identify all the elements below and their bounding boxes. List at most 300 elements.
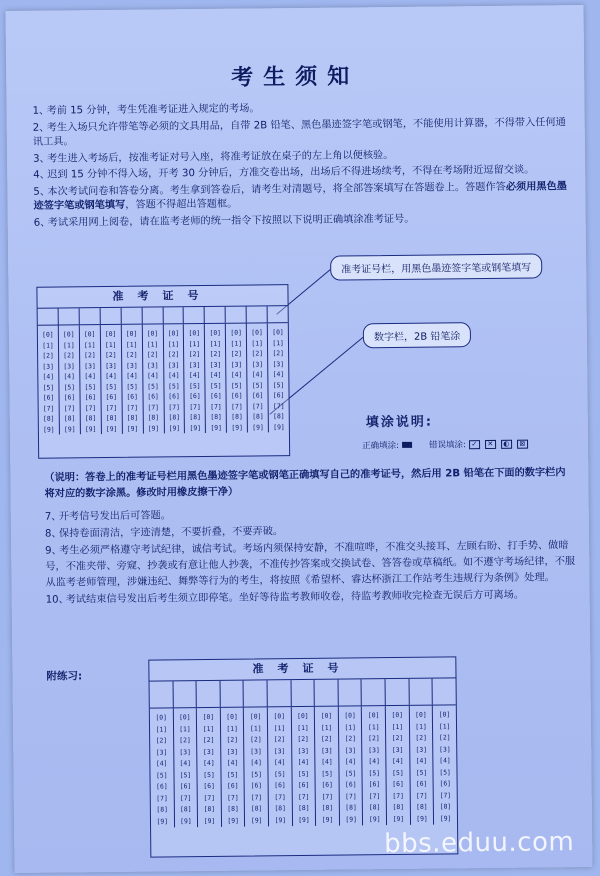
digit-bubble[interactable]: [1] <box>155 724 168 734</box>
digit-column <box>221 708 246 827</box>
digit-bubble[interactable]: [2] <box>146 350 159 359</box>
digit-bubble[interactable]: [6] <box>105 392 118 402</box>
digit-bubble[interactable]: [3] <box>179 747 191 756</box>
digit-bubble[interactable]: [3] <box>167 360 180 369</box>
digit-bubble[interactable]: [8] <box>179 805 192 814</box>
digit-bubble[interactable]: [6] <box>415 779 428 788</box>
digit-bubble[interactable]: [5] <box>156 770 168 780</box>
wrong-mark-check-icon: ✓ <box>469 440 480 449</box>
digit-bubble[interactable]: [0] <box>415 710 427 719</box>
digit-bubble[interactable]: [4] <box>321 757 333 766</box>
digit-bubble[interactable]: [8] <box>63 414 76 423</box>
digit-bubble[interactable]: [7] <box>415 791 428 800</box>
digit-bubble[interactable]: [0] <box>273 712 286 721</box>
digit-bubble[interactable]: [2] <box>209 349 222 358</box>
digit-bubble[interactable]: [8] <box>274 804 287 813</box>
grid-blank-cell[interactable] <box>184 307 205 323</box>
digit-column <box>315 707 340 826</box>
digit-bubble[interactable]: [8] <box>156 805 168 814</box>
grid-blank-cell[interactable] <box>268 680 292 706</box>
digit-bubble[interactable]: [7] <box>272 401 285 410</box>
digit-bubble[interactable]: [3] <box>250 746 262 756</box>
rule-item <box>45 538 579 592</box>
digit-bubble[interactable]: [3] <box>105 361 117 370</box>
digit-bubble[interactable]: [6] <box>42 393 55 402</box>
digit-bubble[interactable]: [0] <box>249 712 262 721</box>
digit-bubble[interactable]: [9] <box>392 814 405 823</box>
digit-bubble[interactable]: [7] <box>227 793 239 802</box>
digit-bubble[interactable]: [2] <box>272 349 285 358</box>
grid-blank-cell[interactable] <box>38 309 59 325</box>
digit-column <box>433 705 457 824</box>
digit-bubble[interactable]: [5] <box>439 767 451 777</box>
digit-bubble[interactable]: [6] <box>84 393 97 402</box>
digit-bubble[interactable]: [7] <box>210 402 222 411</box>
digit-column <box>80 325 102 434</box>
digit-bubble[interactable]: [1] <box>202 724 215 733</box>
digit-bubble[interactable]: [9] <box>274 815 287 824</box>
digit-bubble[interactable]: [3] <box>63 361 75 370</box>
digit-bubble[interactable]: [6] <box>226 781 239 790</box>
digit-bubble[interactable]: [4] <box>230 370 243 379</box>
digit-bubble[interactable]: [5] <box>203 770 215 779</box>
grid-blank-cell[interactable] <box>433 678 456 704</box>
digit-bubble[interactable]: [6] <box>156 782 168 791</box>
digit-bubble[interactable]: [4] <box>84 372 96 381</box>
digit-bubble[interactable]: [3] <box>42 362 54 371</box>
digit-bubble[interactable]: [7] <box>105 403 118 412</box>
digit-bubble[interactable]: [1] <box>63 340 75 349</box>
rule-number: 1、 <box>32 105 50 117</box>
rule-text: 开考信号发出后可答题。 <box>58 510 171 523</box>
digit-bubble[interactable]: [9] <box>231 423 243 432</box>
digit-bubble[interactable]: [9] <box>105 424 118 433</box>
digit-bubble[interactable]: [7] <box>147 402 160 412</box>
digit-bubble[interactable]: [4] <box>439 756 451 765</box>
correct-fill-label: 正确填涂: <box>362 440 400 452</box>
digit-bubble[interactable]: [1] <box>297 723 309 732</box>
digit-bubble[interactable]: [7] <box>250 792 263 802</box>
digit-bubble[interactable]: [4] <box>391 756 404 766</box>
digit-bubble[interactable]: [0] <box>125 329 138 338</box>
digit-bubble[interactable]: [1] <box>230 339 243 348</box>
grid-blank-cell[interactable] <box>315 680 339 706</box>
digit-bubble[interactable]: [8] <box>250 804 263 813</box>
digit-bubble[interactable]: [1] <box>367 722 380 731</box>
digit-bubble[interactable]: [1] <box>438 721 451 731</box>
digit-bubble[interactable]: [5] <box>189 381 201 390</box>
digit-bubble[interactable]: [0] <box>42 330 54 339</box>
digit-bubble[interactable]: [1] <box>167 339 180 348</box>
digit-bubble[interactable]: [6] <box>274 781 286 790</box>
digit-bubble[interactable]: [3] <box>251 359 264 368</box>
digit-bubble[interactable]: [4] <box>251 370 264 379</box>
digit-bubble[interactable]: [8] <box>203 804 216 814</box>
digit-bubble[interactable]: [5] <box>126 382 138 391</box>
digit-bubble[interactable]: [5] <box>321 769 333 778</box>
digit-bubble[interactable]: [6] <box>189 392 201 401</box>
digit-bubble[interactable]: [3] <box>230 360 243 369</box>
grid-blank-cell[interactable] <box>100 308 121 324</box>
digit-bubble[interactable]: [9] <box>168 423 181 432</box>
digit-column <box>244 707 269 826</box>
rule-emphasis: 必须用黑色墨迹签字笔或钢笔填写 <box>33 180 567 212</box>
digit-bubble[interactable]: [6] <box>147 392 159 401</box>
digit-bubble[interactable]: [0] <box>344 711 356 720</box>
digit-bubble[interactable]: [5] <box>147 381 159 391</box>
digit-bubble[interactable]: [4] <box>155 759 168 768</box>
digit-bubble[interactable]: [3] <box>146 360 159 370</box>
grid-title: 准考证号 <box>149 657 455 681</box>
digit-bubble[interactable]: [8] <box>345 803 357 812</box>
digit-bubble[interactable]: [1] <box>179 724 191 733</box>
digit-bubble[interactable]: [9] <box>416 814 428 823</box>
digit-bubble[interactable]: [9] <box>250 815 263 825</box>
grid-blank-cell[interactable] <box>291 680 315 706</box>
digit-bubble[interactable]: [4] <box>105 371 117 381</box>
digit-bubble[interactable]: [4] <box>168 371 180 380</box>
digit-bubble[interactable]: [0] <box>83 330 96 339</box>
digit-column <box>121 325 143 434</box>
digit-bubble[interactable]: [3] <box>415 745 428 754</box>
grid-blank-cell[interactable] <box>150 681 174 707</box>
digit-bubble[interactable]: [6] <box>168 392 180 401</box>
rule-number: 8、 <box>44 527 62 540</box>
digit-bubble[interactable]: [2] <box>42 351 54 360</box>
digit-bubble[interactable]: [9] <box>210 423 223 432</box>
grid-blank-cell[interactable] <box>163 307 184 323</box>
digit-column <box>268 707 293 826</box>
grid-blank-cell[interactable] <box>173 681 197 707</box>
digit-bubble[interactable]: [9] <box>147 423 160 433</box>
digit-bubble[interactable]: [0] <box>188 329 201 338</box>
digit-bubble[interactable]: [5] <box>168 381 180 390</box>
digit-bubble[interactable]: [6] <box>251 391 264 400</box>
digit-bubble[interactable]: [8] <box>189 413 201 422</box>
digit-bubble[interactable]: [8] <box>231 412 243 421</box>
digit-bubble[interactable]: [8] <box>168 413 181 422</box>
digit-bubble[interactable]: [3] <box>155 747 168 757</box>
grid-blank-cell[interactable] <box>79 308 100 324</box>
digit-bubble[interactable]: [6] <box>179 782 192 791</box>
digit-bubble[interactable]: [0] <box>209 328 222 337</box>
digit-bubble[interactable]: [1] <box>415 722 427 731</box>
grid-blank-cell[interactable] <box>197 681 221 707</box>
grid-blank-cell[interactable] <box>338 679 362 705</box>
digit-bubble[interactable]: [2] <box>230 349 243 358</box>
digit-bubble[interactable]: [8] <box>368 803 381 812</box>
rule-text: 考试结束信号发出后考生须立即停笔。坐好等待监考教师收卷，待监考教师收完检查无误后方可离场。 <box>65 589 525 606</box>
digit-bubble[interactable]: [8] <box>273 412 285 421</box>
digit-bubble[interactable]: [0] <box>391 710 404 720</box>
grid-blank-cell[interactable] <box>268 306 288 322</box>
digit-bubble[interactable]: [7] <box>231 402 243 411</box>
digit-bubble[interactable]: [5] <box>226 770 239 779</box>
digit-bubble[interactable]: [1] <box>320 723 333 732</box>
digit-bubble[interactable]: [6] <box>297 780 310 790</box>
digit-bubble[interactable]: [3] <box>321 746 333 755</box>
digit-bubble[interactable]: [9] <box>126 424 139 433</box>
digit-bubble[interactable]: [7] <box>203 793 216 802</box>
digit-bubble[interactable]: [8] <box>210 412 222 421</box>
digit-bubble[interactable]: [5] <box>297 769 310 778</box>
digit-bubble[interactable]: [1] <box>125 340 138 349</box>
digit-bubble[interactable]: [9] <box>189 423 202 432</box>
digit-bubble[interactable]: [7] <box>439 790 452 800</box>
digit-bubble[interactable]: [0] <box>230 328 242 337</box>
digit-column <box>247 323 269 432</box>
digit-bubble[interactable]: [2] <box>250 735 262 744</box>
digit-bubble[interactable]: [9] <box>63 424 76 433</box>
digit-bubble[interactable]: [8] <box>416 802 428 811</box>
digit-bubble[interactable]: [6] <box>230 391 243 400</box>
digit-bubble[interactable]: [4] <box>344 757 357 766</box>
digit-bubble[interactable]: [1] <box>391 722 404 731</box>
digit-bubble[interactable]: [4] <box>368 757 380 766</box>
digit-bubble[interactable]: [7] <box>345 791 357 801</box>
digit-bubble[interactable]: [6] <box>368 780 381 789</box>
digit-bubble[interactable]: [3] <box>297 746 310 755</box>
digit-bubble[interactable]: [0] <box>438 710 451 719</box>
digit-bubble[interactable]: [6] <box>344 780 357 789</box>
digit-bubble[interactable]: [5] <box>42 383 55 392</box>
digit-bubble[interactable]: [6] <box>203 781 215 791</box>
digit-bubble[interactable]: [7] <box>42 404 55 413</box>
digit-bubble[interactable]: [6] <box>392 779 404 789</box>
digit-bubble[interactable]: [2] <box>368 734 380 743</box>
digit-bubble[interactable]: [4] <box>188 371 201 380</box>
digit-bubble[interactable]: [3] <box>226 747 239 756</box>
digit-bubble[interactable]: [9] <box>84 424 97 433</box>
digit-bubble[interactable]: [1] <box>83 340 96 349</box>
digit-bubble[interactable]: [2] <box>438 733 451 742</box>
digit-bubble[interactable]: [1] <box>188 339 201 348</box>
digit-bubble[interactable]: [5] <box>179 770 192 779</box>
digit-bubble[interactable]: [5] <box>392 768 404 777</box>
digit-bubble[interactable]: [0] <box>146 329 159 338</box>
digit-bubble[interactable]: [7] <box>168 402 180 411</box>
digit-bubble[interactable]: [3] <box>439 744 451 754</box>
digit-bubble[interactable]: [2] <box>320 734 333 743</box>
digit-bubble[interactable]: [4] <box>272 370 285 379</box>
grid-blank-cell[interactable] <box>247 306 268 322</box>
digit-bubble[interactable]: [7] <box>84 403 97 412</box>
digit-bubble[interactable]: [8] <box>227 804 239 813</box>
digit-bubble[interactable]: [6] <box>439 779 452 788</box>
digit-bubble[interactable]: [9] <box>345 814 357 824</box>
digit-bubble[interactable]: [1] <box>272 338 284 347</box>
digit-bubble[interactable]: [0] <box>367 711 380 720</box>
digit-bubble[interactable]: [9] <box>273 422 285 431</box>
digit-bubble[interactable]: [7] <box>297 792 310 801</box>
digit-bubble[interactable]: [9] <box>321 815 334 824</box>
digit-bubble[interactable]: [7] <box>189 402 201 411</box>
rule-number: 3、 <box>32 153 50 165</box>
digit-bubble[interactable]: [8] <box>42 414 55 423</box>
digit-bubble[interactable]: [0] <box>251 328 263 337</box>
digit-bubble[interactable]: [8] <box>392 802 405 812</box>
digit-bubble[interactable]: [0] <box>226 712 238 721</box>
digit-bubble[interactable]: [7] <box>392 791 404 800</box>
digit-bubble[interactable]: [2] <box>63 351 75 360</box>
digit-bubble[interactable]: [5] <box>84 382 97 391</box>
digit-bubble[interactable]: [4] <box>42 372 55 381</box>
digit-bubble[interactable]: [4] <box>415 756 428 765</box>
digit-bubble[interactable]: [1] <box>344 722 357 732</box>
grid-blank-cell[interactable] <box>205 307 226 323</box>
digit-bubble[interactable]: [2] <box>167 350 180 359</box>
digit-bubble[interactable]: [7] <box>63 403 76 412</box>
digit-bubble[interactable]: [9] <box>252 422 264 431</box>
digit-bubble[interactable]: [4] <box>126 371 138 380</box>
digit-bubble[interactable]: [9] <box>368 814 381 823</box>
grid-blank-cell[interactable] <box>226 307 247 323</box>
digit-bubble[interactable]: [1] <box>104 340 117 349</box>
grid-blank-cell[interactable] <box>59 308 80 324</box>
digit-bubble[interactable]: [8] <box>439 802 452 811</box>
digit-bubble[interactable]: [0] <box>167 329 180 338</box>
digit-bubble[interactable]: [2] <box>273 735 286 744</box>
digit-bubble[interactable]: [9] <box>298 815 310 824</box>
digit-bubble[interactable]: [3] <box>84 361 96 370</box>
digit-bubble[interactable]: [7] <box>179 793 192 802</box>
digit-bubble[interactable]: [2] <box>391 733 404 743</box>
rule-text: 考生必须严格遵守考试纪律，诚信考试。考场内须保持安静，不准喧哗，不准交头接耳、左顾右盼、打手势、做暗号，不准夹带、旁窥、抄袭或有意让他人抄袭，不准传抄答案或交换试卷、答答卷或草稿纸。如不遵守考场纪律，不服从监考老师管理，涉嫌违纪、舞弊等行为的考生，将按照《希望杯、睿达杯浙江工作站考生违规行为条例》处理。 <box>45 540 576 589</box>
digit-bubble[interactable]: [6] <box>272 391 285 400</box>
digit-bubble[interactable]: [5] <box>415 768 428 777</box>
digit-bubble[interactable]: [0] <box>202 712 215 722</box>
digit-bubble[interactable]: [8] <box>321 803 334 812</box>
digit-bubble[interactable]: [3] <box>273 746 286 755</box>
digit-bubble[interactable]: [3] <box>209 360 222 369</box>
digit-bubble[interactable]: [9] <box>43 425 55 434</box>
digit-bubble[interactable]: [0] <box>104 329 117 339</box>
digit-bubble[interactable]: [0] <box>320 711 333 720</box>
grid-blank-cell[interactable] <box>220 681 244 707</box>
digit-bubble[interactable]: [5] <box>368 768 381 777</box>
digit-bubble[interactable]: [4] <box>250 758 262 767</box>
digit-bubble[interactable]: [6] <box>210 391 222 400</box>
grid-blank-cell[interactable] <box>362 679 386 705</box>
digit-bubble[interactable]: [7] <box>156 793 168 803</box>
digit-bubble[interactable]: [2] <box>125 350 138 359</box>
digit-bubble[interactable]: [5] <box>105 382 117 391</box>
digit-bubble[interactable]: [4] <box>209 370 222 379</box>
digit-bubble[interactable]: [5] <box>250 769 263 779</box>
rule-text: 考生入场只允许带笔等必须的文具用品，自带 2B 铅笔、黑色墨迹签字笔或钢笔，不能使用计算器，不得带入任何通讯工具。 <box>32 116 566 148</box>
digit-bubble[interactable]: [0] <box>179 713 191 722</box>
digit-bubble[interactable]: [5] <box>344 768 357 778</box>
digit-bubble[interactable]: [7] <box>274 792 286 801</box>
digit-bubble[interactable]: [2] <box>179 736 191 745</box>
grid-blank-cell[interactable] <box>409 679 433 705</box>
digit-bubble[interactable]: [4] <box>147 371 159 380</box>
digit-bubble[interactable]: [9] <box>439 813 452 823</box>
digit-bubble[interactable]: [2] <box>297 734 309 744</box>
digit-bubble[interactable]: [7] <box>321 792 334 801</box>
digit-bubble[interactable]: [6] <box>126 392 139 401</box>
exam-id-grid <box>36 284 290 459</box>
digit-bubble[interactable]: [2] <box>105 350 117 360</box>
grid-blank-cell[interactable] <box>121 308 142 324</box>
grid-columns <box>38 323 289 435</box>
digit-bubble[interactable]: [4] <box>63 372 76 381</box>
digit-bubble[interactable]: [8] <box>105 413 118 423</box>
digit-bubble[interactable]: [2] <box>155 736 168 745</box>
digit-bubble[interactable]: [3] <box>272 359 285 368</box>
digit-bubble[interactable]: [1] <box>226 724 238 733</box>
digit-bubble[interactable]: [4] <box>179 759 192 768</box>
digit-bubble[interactable]: [6] <box>63 393 76 402</box>
digit-column <box>38 326 60 435</box>
digit-bubble[interactable]: [0] <box>272 328 284 337</box>
digit-bubble[interactable]: [3] <box>344 745 357 755</box>
digit-bubble[interactable]: [7] <box>252 401 264 410</box>
digit-bubble[interactable]: [2] <box>344 734 357 743</box>
digit-bubble[interactable]: [1] <box>209 339 222 348</box>
digit-bubble[interactable]: [1] <box>273 723 286 732</box>
digit-bubble[interactable]: [0] <box>62 330 75 339</box>
digit-bubble[interactable]: [9] <box>203 816 216 825</box>
digit-bubble[interactable]: [3] <box>188 360 201 369</box>
grid-blank-cell[interactable] <box>244 680 268 706</box>
digit-bubble[interactable]: [8] <box>147 413 160 422</box>
grid-blank-cell[interactable] <box>386 679 410 705</box>
digit-bubble[interactable]: [3] <box>391 745 404 754</box>
digit-bubble[interactable]: [4] <box>297 757 310 767</box>
digit-bubble[interactable]: [2] <box>84 351 96 360</box>
digit-bubble[interactable]: [5] <box>251 380 264 389</box>
digit-bubble[interactable]: [0] <box>297 711 309 721</box>
digit-bubble[interactable]: [8] <box>298 803 310 813</box>
digit-bubble[interactable]: [1] <box>146 339 159 349</box>
digit-bubble[interactable]: [8] <box>126 413 139 422</box>
digit-column <box>142 324 164 433</box>
digit-bubble[interactable]: [2] <box>251 349 264 358</box>
digit-bubble[interactable]: [9] <box>227 816 239 825</box>
digit-bubble[interactable]: [6] <box>250 781 263 790</box>
digit-bubble[interactable]: [9] <box>156 816 169 826</box>
digit-bubble[interactable]: [7] <box>368 791 381 800</box>
grid-blank-cell[interactable] <box>142 307 163 323</box>
digit-bubble[interactable]: [7] <box>126 403 139 412</box>
digit-bubble[interactable]: [5] <box>272 380 285 389</box>
digit-bubble[interactable]: [1] <box>42 341 54 350</box>
digit-bubble[interactable]: [2] <box>188 350 201 359</box>
digit-bubble[interactable]: [9] <box>180 816 192 825</box>
rule-text: 迟到 15 分钟不得入场，开考 30 分钟后，方准交卷出场，出场后不得进场续考，不得在考场附近逗留交谈。 <box>47 164 535 181</box>
digit-bubble[interactable]: [1] <box>251 338 263 347</box>
digit-bubble[interactable]: [3] <box>202 747 215 756</box>
digit-bubble[interactable]: [4] <box>203 758 215 768</box>
digit-bubble[interactable]: [2] <box>415 733 427 742</box>
digit-bubble[interactable]: [0] <box>155 713 168 722</box>
digit-bubble[interactable]: [4] <box>226 758 239 767</box>
digit-bubble[interactable]: [3] <box>126 361 138 370</box>
digit-bubble[interactable]: [5] <box>274 769 286 778</box>
digit-bubble[interactable]: [2] <box>202 735 215 745</box>
digit-bubble[interactable]: [5] <box>63 382 76 391</box>
digit-bubble[interactable]: [4] <box>273 758 286 767</box>
digit-bubble[interactable]: [2] <box>226 735 239 744</box>
digit-bubble[interactable]: [8] <box>84 414 97 423</box>
digit-bubble[interactable]: [5] <box>230 381 243 390</box>
digit-bubble[interactable]: [1] <box>249 723 262 733</box>
digit-bubble[interactable]: [5] <box>209 381 222 390</box>
digit-bubble[interactable]: [6] <box>321 780 334 789</box>
digit-bubble[interactable]: [8] <box>252 412 264 421</box>
digit-bubble[interactable]: [3] <box>368 745 380 754</box>
